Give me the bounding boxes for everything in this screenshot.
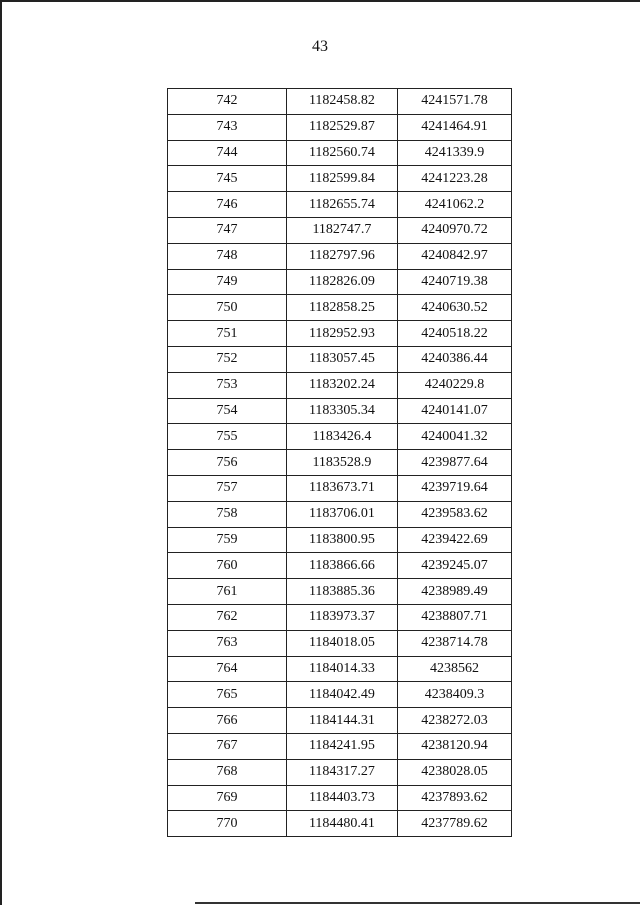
x-coordinate-cell: 1184042.49 <box>286 682 397 708</box>
x-coordinate-cell: 1184241.95 <box>286 733 397 759</box>
y-coordinate-cell: 4240518.22 <box>397 321 511 347</box>
y-coordinate-cell: 4239245.07 <box>397 553 511 579</box>
y-coordinate-cell: 4239583.62 <box>397 501 511 527</box>
table-row <box>168 450 512 476</box>
page-number: 43 <box>312 38 328 55</box>
point-number-cell: 752 <box>168 346 287 372</box>
table-row <box>168 656 512 682</box>
table-row <box>168 630 512 656</box>
y-coordinate-cell: 4240842.97 <box>397 243 511 269</box>
x-coordinate-cell: 1184144.31 <box>286 708 397 734</box>
table-row <box>168 192 512 218</box>
table-row <box>168 475 512 501</box>
y-coordinate-cell: 4241223.28 <box>397 166 511 192</box>
y-coordinate-cell: 4238807.71 <box>397 604 511 630</box>
table-row <box>168 372 512 398</box>
point-number-cell: 744 <box>168 140 287 166</box>
x-coordinate-cell: 1182655.74 <box>286 192 397 218</box>
point-number-cell: 753 <box>168 372 287 398</box>
x-coordinate-cell: 1183673.71 <box>286 475 397 501</box>
point-number-cell: 759 <box>168 527 287 553</box>
table-row <box>168 708 512 734</box>
x-coordinate-cell: 1183305.34 <box>286 398 397 424</box>
y-coordinate-cell: 4240630.52 <box>397 295 511 321</box>
table-row <box>168 682 512 708</box>
y-coordinate-cell: 4239719.64 <box>397 475 511 501</box>
table-row <box>168 579 512 605</box>
x-coordinate-cell: 1184480.41 <box>286 811 397 837</box>
table-row <box>168 269 512 295</box>
point-number-cell: 762 <box>168 604 287 630</box>
x-coordinate-cell: 1184014.33 <box>286 656 397 682</box>
x-coordinate-cell: 1182458.82 <box>286 89 397 115</box>
table-row <box>168 166 512 192</box>
table-row <box>168 527 512 553</box>
table-row <box>168 398 512 424</box>
y-coordinate-cell: 4240386.44 <box>397 346 511 372</box>
y-coordinate-cell: 4239877.64 <box>397 450 511 476</box>
y-coordinate-cell: 4241339.9 <box>397 140 511 166</box>
point-number-cell: 749 <box>168 269 287 295</box>
x-coordinate-cell: 1184317.27 <box>286 759 397 785</box>
point-number-cell: 768 <box>168 759 287 785</box>
point-number-cell: 748 <box>168 243 287 269</box>
x-coordinate-cell: 1183202.24 <box>286 372 397 398</box>
y-coordinate-cell: 4241062.2 <box>397 192 511 218</box>
coordinates-table-body <box>168 89 512 837</box>
point-number-cell: 766 <box>168 708 287 734</box>
y-coordinate-cell: 4240141.07 <box>397 398 511 424</box>
table-row <box>168 785 512 811</box>
y-coordinate-cell: 4240041.32 <box>397 424 511 450</box>
table-row <box>168 217 512 243</box>
x-coordinate-cell: 1182826.09 <box>286 269 397 295</box>
y-coordinate-cell: 4240229.8 <box>397 372 511 398</box>
table-row <box>168 346 512 372</box>
y-coordinate-cell: 4238562 <box>397 656 511 682</box>
table-row <box>168 424 512 450</box>
table-row <box>168 295 512 321</box>
x-coordinate-cell: 1183973.37 <box>286 604 397 630</box>
x-coordinate-cell: 1182952.93 <box>286 321 397 347</box>
table-row <box>168 89 512 115</box>
x-coordinate-cell: 1182560.74 <box>286 140 397 166</box>
table-row <box>168 604 512 630</box>
table-row <box>168 140 512 166</box>
point-number-cell: 750 <box>168 295 287 321</box>
x-coordinate-cell: 1183426.4 <box>286 424 397 450</box>
y-coordinate-cell: 4238714.78 <box>397 630 511 656</box>
point-number-cell: 745 <box>168 166 287 192</box>
y-coordinate-cell: 4238989.49 <box>397 579 511 605</box>
x-coordinate-cell: 1183528.9 <box>286 450 397 476</box>
table-row <box>168 759 512 785</box>
point-number-cell: 757 <box>168 475 287 501</box>
point-number-cell: 755 <box>168 424 287 450</box>
point-number-cell: 769 <box>168 785 287 811</box>
x-coordinate-cell: 1183866.66 <box>286 553 397 579</box>
y-coordinate-cell: 4241464.91 <box>397 114 511 140</box>
point-number-cell: 754 <box>168 398 287 424</box>
point-number-cell: 747 <box>168 217 287 243</box>
point-number-cell: 751 <box>168 321 287 347</box>
point-number-cell: 765 <box>168 682 287 708</box>
x-coordinate-cell: 1182858.25 <box>286 295 397 321</box>
point-number-cell: 746 <box>168 192 287 218</box>
y-coordinate-cell: 4240970.72 <box>397 217 511 243</box>
x-coordinate-cell: 1183057.45 <box>286 346 397 372</box>
table-row <box>168 733 512 759</box>
x-coordinate-cell: 1184018.05 <box>286 630 397 656</box>
point-number-cell: 763 <box>168 630 287 656</box>
x-coordinate-cell: 1182747.7 <box>286 217 397 243</box>
point-number-cell: 756 <box>168 450 287 476</box>
table-row <box>168 114 512 140</box>
point-number-cell: 761 <box>168 579 287 605</box>
point-number-cell: 743 <box>168 114 287 140</box>
point-number-cell: 758 <box>168 501 287 527</box>
point-number-cell: 767 <box>168 733 287 759</box>
x-coordinate-cell: 1182599.84 <box>286 166 397 192</box>
x-coordinate-cell: 1183885.36 <box>286 579 397 605</box>
point-number-cell: 770 <box>168 811 287 837</box>
y-coordinate-cell: 4239422.69 <box>397 527 511 553</box>
y-coordinate-cell: 4238272.03 <box>397 708 511 734</box>
y-coordinate-cell: 4238028.05 <box>397 759 511 785</box>
x-coordinate-cell: 1184403.73 <box>286 785 397 811</box>
bottom-edge-line <box>195 902 640 904</box>
table-row <box>168 553 512 579</box>
point-number-cell: 742 <box>168 89 287 115</box>
table-row <box>168 811 512 837</box>
table-row <box>168 321 512 347</box>
table-row <box>168 501 512 527</box>
y-coordinate-cell: 4237893.62 <box>397 785 511 811</box>
x-coordinate-cell: 1182797.96 <box>286 243 397 269</box>
x-coordinate-cell: 1183800.95 <box>286 527 397 553</box>
y-coordinate-cell: 4238409.3 <box>397 682 511 708</box>
y-coordinate-cell: 4240719.38 <box>397 269 511 295</box>
y-coordinate-cell: 4238120.94 <box>397 733 511 759</box>
table-row <box>168 243 512 269</box>
point-number-cell: 764 <box>168 656 287 682</box>
x-coordinate-cell: 1183706.01 <box>286 501 397 527</box>
y-coordinate-cell: 4237789.62 <box>397 811 511 837</box>
x-coordinate-cell: 1182529.87 <box>286 114 397 140</box>
point-number-cell: 760 <box>168 553 287 579</box>
y-coordinate-cell: 4241571.78 <box>397 89 511 115</box>
coordinates-table <box>167 88 512 837</box>
